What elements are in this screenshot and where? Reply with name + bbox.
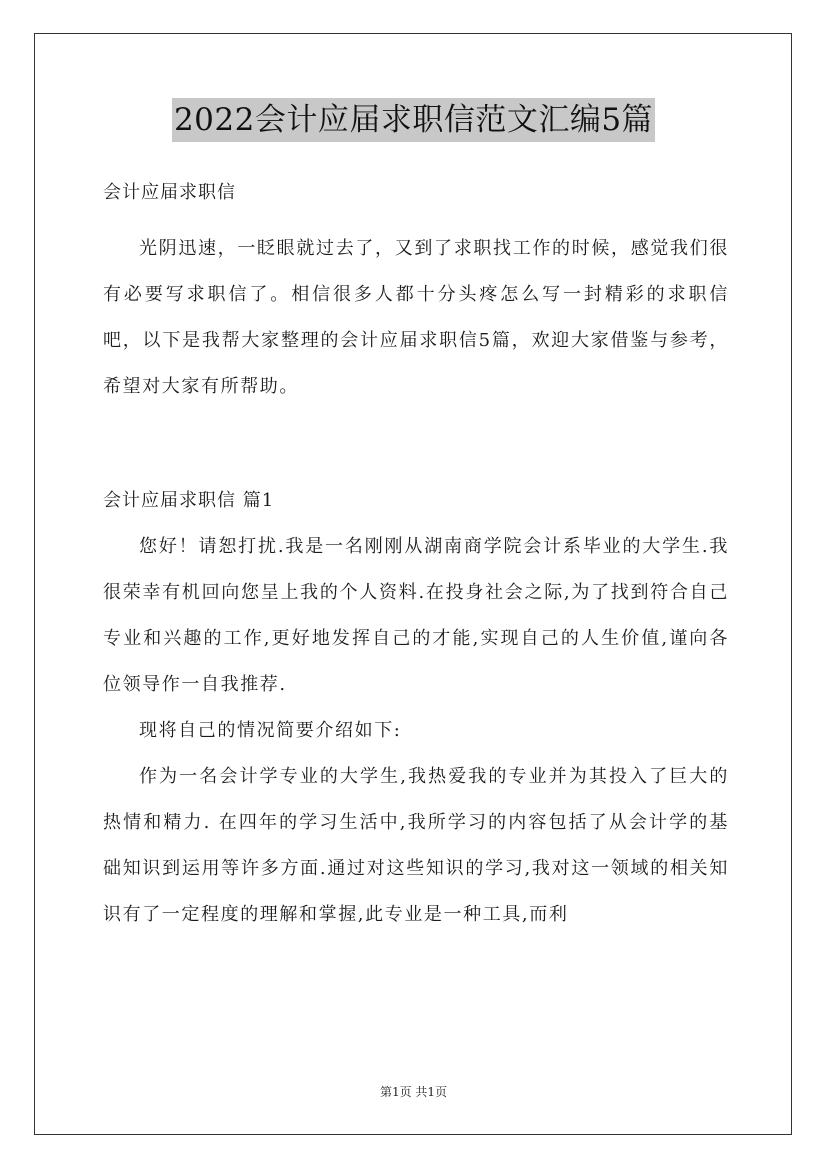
body-paragraph: 作为一名会计学专业的大学生,我热爱我的专业并为其投入了巨大的热情和精力. 在四年的学习生活中,我所学习的内容包括了从会计学的基础知识到运用等许多方面.通过对这些知识的学习,我对这一领域的相关知识有了一定程度的理解和掌握,此专业是一种工具,而利 xyxy=(103,766,729,925)
document-title: 2022会计应届求职信范文汇编5篇 xyxy=(172,98,655,142)
body-paragraph: 现将自己的情况简要介绍如下: xyxy=(139,720,402,741)
intro-paragraph: 光阴迅速，一眨眼就过去了，又到了求职找工作的时候，感觉我们很有必要写求职信了。相信很多人都十分头疼怎么写一封精彩的求职信吧，以下是我帮大家整理的会计应届求职信5篇，欢迎大家借鉴与参考，希望对大家有所帮助。 xyxy=(103,238,729,397)
spacer xyxy=(103,410,729,478)
page-footer: 第1页 共1页 xyxy=(379,1085,448,1099)
spacer xyxy=(103,216,729,226)
body-paragraph: 您好！请恕打扰.我是一名刚刚从湖南商学院会计系毕业的大学生.我很荣幸有机回向您呈上我的个人资料.在投身社会之际,为了找到符合自己专业和兴趣的工作,更好地发挥自己的才能,实现自己的人生价值,谨向各位领导作一自我推荐. xyxy=(103,536,729,695)
intro-heading: 会计应届求职信 xyxy=(103,182,236,203)
document-body xyxy=(103,170,729,938)
section-heading: 会计应届求职信 篇1 xyxy=(103,490,275,511)
title-container xyxy=(0,98,827,142)
